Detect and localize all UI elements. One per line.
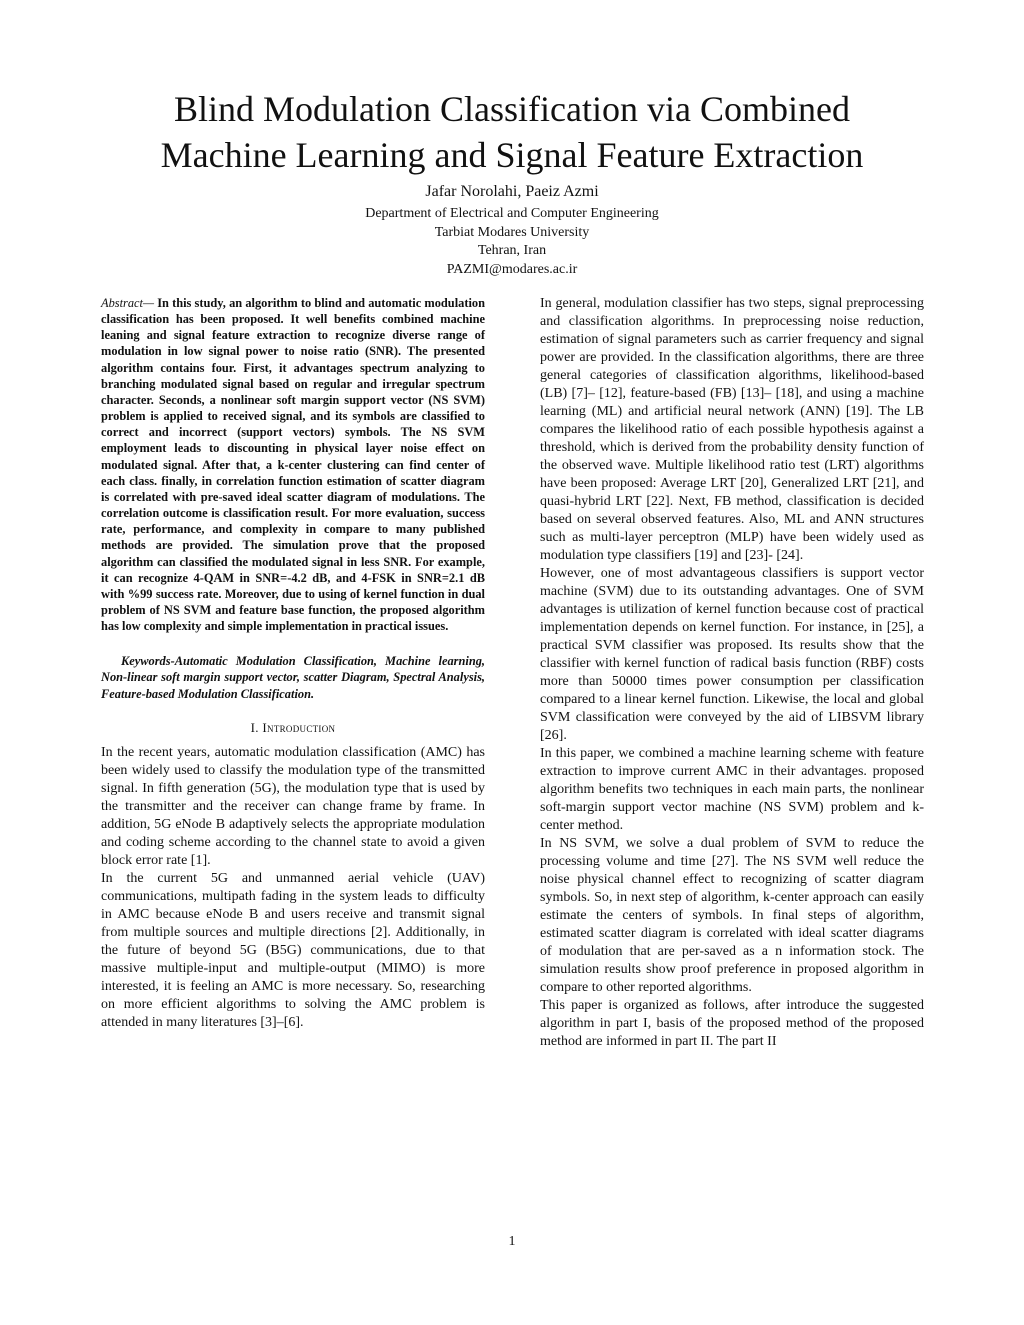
left-column [101,295,485,1032]
intro-paragraph-2: In the current 5G and unmanned aerial vehicle (UAV) communications, multipath fading in the system leads to difficulty in AMC because eNode B and users receive and transmit signal from multiple sources and multiple directions [2]. Additionally, in the future of beyond 5G (B5G) communications, due to that massive multiple-input and multiple-output (MIMO) is more interested, it is feeling an AMC is more necessary. So, researching on more efficient algorithms to solving the AMC problem is attended in many literatures [3]–[6]. [101,870,485,1030]
right-paragraph-2: However, one of most advantageous classifiers is support vector machine (SVM) due to its outstanding advantages. One of SVM advantages is utilization of kernel function because cost of practical implementation depends on kernel function. For instance, in [25], a practical SVM classifier was proposed. Its results show that the classifier with kernel function of radical basis function (RBF) costs more than 50000 times power consumption per classification compared to a linear kernel function. Likewise, the local and global SVM classification were conveyed by the aid of LIBSVM library [26]. [540,566,924,743]
affiliation-location: Tehran, Iran [477,243,547,259]
right-column [540,295,924,1051]
page-number: 1 [508,1234,516,1249]
section-number: I. [250,719,263,735]
right-paragraph-5: This paper is organized as follows, after introduce the suggested algorithm in part I, basis of the proposed method of the proposed method are informed in part II. The part II [540,998,924,1049]
right-paragraph-3: In this paper, we combined a machine learning scheme with feature extraction to improve current AMC in their advantages. proposed algorithm benefits two techniques in each main parts, the nonlinear soft-margin support vector machine (NS SVM) problem and k-center method. [540,746,924,833]
affiliation-university: Tarbiat Modares University [434,224,590,240]
keywords: Keywords-Automatic Modulation Classification, Machine learning, Non-linear soft margin support vector, scatter Diagram, Spectral Analysis, Feature-based Modulation Classification. [101,654,485,701]
intro-paragraph-1: In the recent years, automatic modulation classification (AMC) has been widely used to classify the modulation type of the transmitted signal. In fifth generation (5G), the modulation type that is used by the transmitter and the receiver can change frame by frame. In addition, 5G eNode B adaptively selects the appropriate modulation and coding scheme according to the channel state to avoid a given block error rate [1]. [101,744,485,868]
abstract [101,295,485,634]
affiliation-department: Department of Electrical and Computer Engineering [365,206,659,221]
section-title: Introduction [262,719,336,735]
title-line-2: Machine Learning and Signal Feature Extraction [160,135,864,175]
right-paragraph-4: In NS SVM, we solve a dual problem of SVM to reduce the processing volume and time [27]. The NS SVM well reduce the noise physical channel effect to recognizing of scatter diagram symbols. So, in next step of algorithm, k-center approach can easily estimate the centers of symbols. In final steps of algorithm, estimated scatter diagram is correlated with ideal scatter diagrams of modulation that are per-saved as a n information stock. The simulation results show proof preference in proposed algorithm in compare to other reported algorithms. [540,836,924,995]
abstract-dash: — [143,296,158,310]
affiliation-email: PAZMI@modares.ac.ir [446,262,578,278]
title-line-1: Blind Modulation Classification via Combined [174,89,850,129]
paper-title [60,86,964,178]
abstract-label: Abstract [101,296,143,310]
author-affiliation [200,205,824,280]
right-paragraph-1: In general, modulation classifier has two steps, signal preprocessing and classification algorithms. In preprocessing noise reduction, estimation of signal parameters such as carrier frequency and signal power are provided. In the classification algorithms, there are three general categories of classification algorithms, likelihood-based (LB) [7]– [12], feature-based (FB) [13]– [18], and using a machine learning (ML) and artificial neural network (ANN) [19]. The LB compares the likelihood ratio of each possible hypothesis against a threshold, which is derived from the probability density function of the observed wave. Multiple likelihood ratio test (LRT) algorithms have been proposed: Average LRT [20], Generalized LRT [21], and quasi-hybrid LRT [22]. Next, FB method, classification is decided based on several observed features. Also, ML and ANN structures such as multi-layer perceptron (MLP) have been widely used as modulation type classifiers [19] and [23]- [24]. [540,296,924,563]
section-heading-introduction [101,719,485,737]
abstract-text: In this study, an algorithm to blind and automatic modulation classification has been proposed. It well benefits combined machine leaning and signal feature extraction to recognize diverse range of modulation in low signal power to noise ratio (SNR). The presented algorithm contains four. First, it advantages spectrum analyzing to branching modulated signal based on regular and irregular spectrum character. Seconds, a nonlinear soft margin support vector (NS SVM) problem is applied to received signal, and its symbols are classified to correct and incorrect (support vectors) symbols. The NS SVM employment leads to discounting in physical layer noise effect on modulated signal. After that, a k-center clustering can find center of each class. finally, in correlation function estimation of scatter diagram is correlated with pre-saved ideal scatter diagram of modulations. The correlation outcome is classification result. For more evaluation, success rate, performance, and complexity in compare to many published methods are provided. The simulation prove that the proposed algorithm can classified the modulated signal in less SNR. For example, it can recognize 4-QAM in SNR=-4.2 dB, and 4-FSK in SNR=2.1 dB with %99 success rate. Moreover, due to using of kernel function in dual problem of NS SVM and feature base function, the proposed algorithm has low complexity and simple implementation in practical issues. [101,296,485,634]
author-names: Jafar Norolahi, Paeiz Azmi [425,183,599,200]
